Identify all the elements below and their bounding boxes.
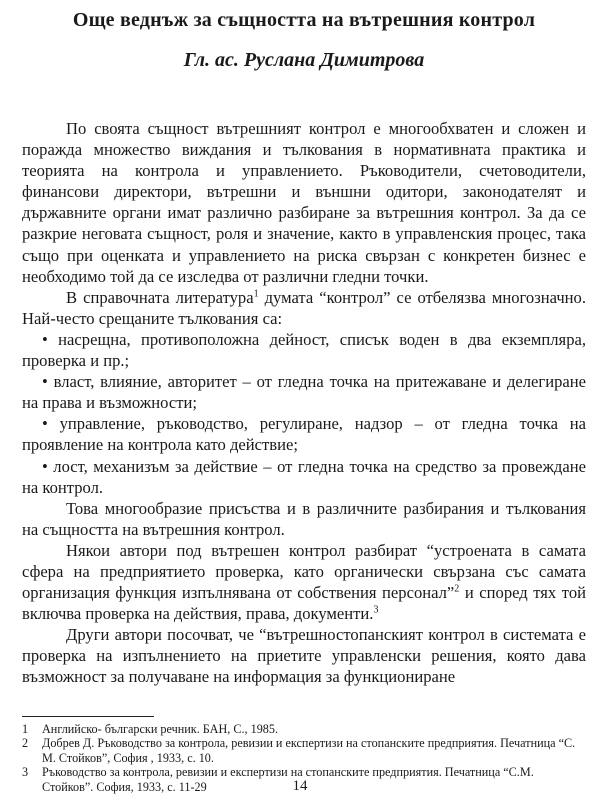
paragraph bbox=[22, 498, 586, 540]
footnote-ref: 1 bbox=[253, 288, 259, 300]
paragraph-text: и според тях той включва проверка на действия, права, документи. bbox=[22, 583, 586, 624]
footnote-ref: 3 bbox=[373, 604, 379, 616]
paragraph bbox=[22, 287, 586, 329]
footnote-text: Английско- български речник. БАН, С., 1985. bbox=[42, 722, 279, 736]
paragraph-text: • лост, механизъм за действие – от гледна точка на средство за провеждане на контрол. bbox=[22, 456, 586, 497]
article-author: Гл. ас. Руслана Димитрова bbox=[183, 49, 425, 71]
paragraph bbox=[22, 118, 586, 287]
bullet-item bbox=[22, 329, 586, 371]
paragraph-text: Някои автори под вътрешен контрол разбират “устроената в самата сфера на предприятието проверка, като органически свързана със самата организация функция изпълнявана от собствения персонал” bbox=[22, 540, 586, 603]
paragraph bbox=[22, 624, 586, 687]
paragraph-text: думата “контрол” се отбелязва многозначно. Най-често срещаните тълкования са: bbox=[22, 287, 587, 328]
footnote-number: 1 bbox=[22, 722, 29, 736]
bullet-item bbox=[22, 456, 586, 498]
paragraph-text: Други автори посочват, че “вътрешностопанският контрол в системата е проверка на изпълнението на приетите управленски решения, която дава възможност за получаване на информация за функциониране bbox=[22, 625, 586, 687]
paragraph-text: Това многообразие присъства и в различните разбирания и тълкования на същността на вътрешния контрол. bbox=[22, 498, 586, 539]
paragraph bbox=[22, 540, 586, 624]
paragraph-text: • насрещна, противоположна дейност, списък воден в два екземпляра, проверка и пр.; bbox=[22, 329, 586, 371]
paragraph-text: • власт, влияние, авторитет – от гледна точка на притежаване и делегиране на права и възможности; bbox=[22, 372, 586, 413]
footnote-ref: 2 bbox=[454, 583, 460, 595]
footnote bbox=[22, 722, 586, 736]
footnote-divider bbox=[22, 716, 154, 717]
footnote bbox=[22, 736, 586, 765]
bullet-item bbox=[22, 371, 586, 413]
footnote-text: Ръководство за контрола, ревизии и експертизи на стопанските предприятия. Печатница “С.М. Стойков”. София, 1933, с. 11-29 bbox=[42, 765, 534, 794]
footnote-text: Добрев Д. Ръководство за контрола, ревизии и експертизи на стопанските предприятия. Печатница “С. М. Стойков”, София , 1933, с. 10. bbox=[42, 736, 576, 765]
footnote-number: 3 bbox=[22, 765, 29, 780]
paragraph-text: В справочната литература bbox=[66, 287, 254, 307]
article-body bbox=[22, 118, 586, 688]
paragraph-text: По своята същност вътрешният контрол е многообхватен и сложен и поражда множество виждания и тълкования в нормативната практика и теорията на контрола и управлението. Ръководители, счетоводители, финансови директори, вътрешни и външни одитори, законодателят и държавните органи имат различно разбиране за вътрешния контрол. За да се разкрие неговата същност, роля и значение, както в управленския процес, така също при оценката и управлението на риска свързан с конкретен бизнес е необходимо той да се изследва от различни гледни точки. bbox=[22, 119, 586, 286]
paragraph-text: • управление, ръководство, регулиране, надзор – от гледна точка на проявление на контрола като действие; bbox=[22, 414, 586, 455]
bullet-item bbox=[22, 413, 586, 455]
page-number: 14 bbox=[292, 778, 308, 794]
article-title: Още веднъж за същността на вътрешния контрол bbox=[72, 9, 536, 31]
footnote-number: 2 bbox=[22, 736, 29, 751]
